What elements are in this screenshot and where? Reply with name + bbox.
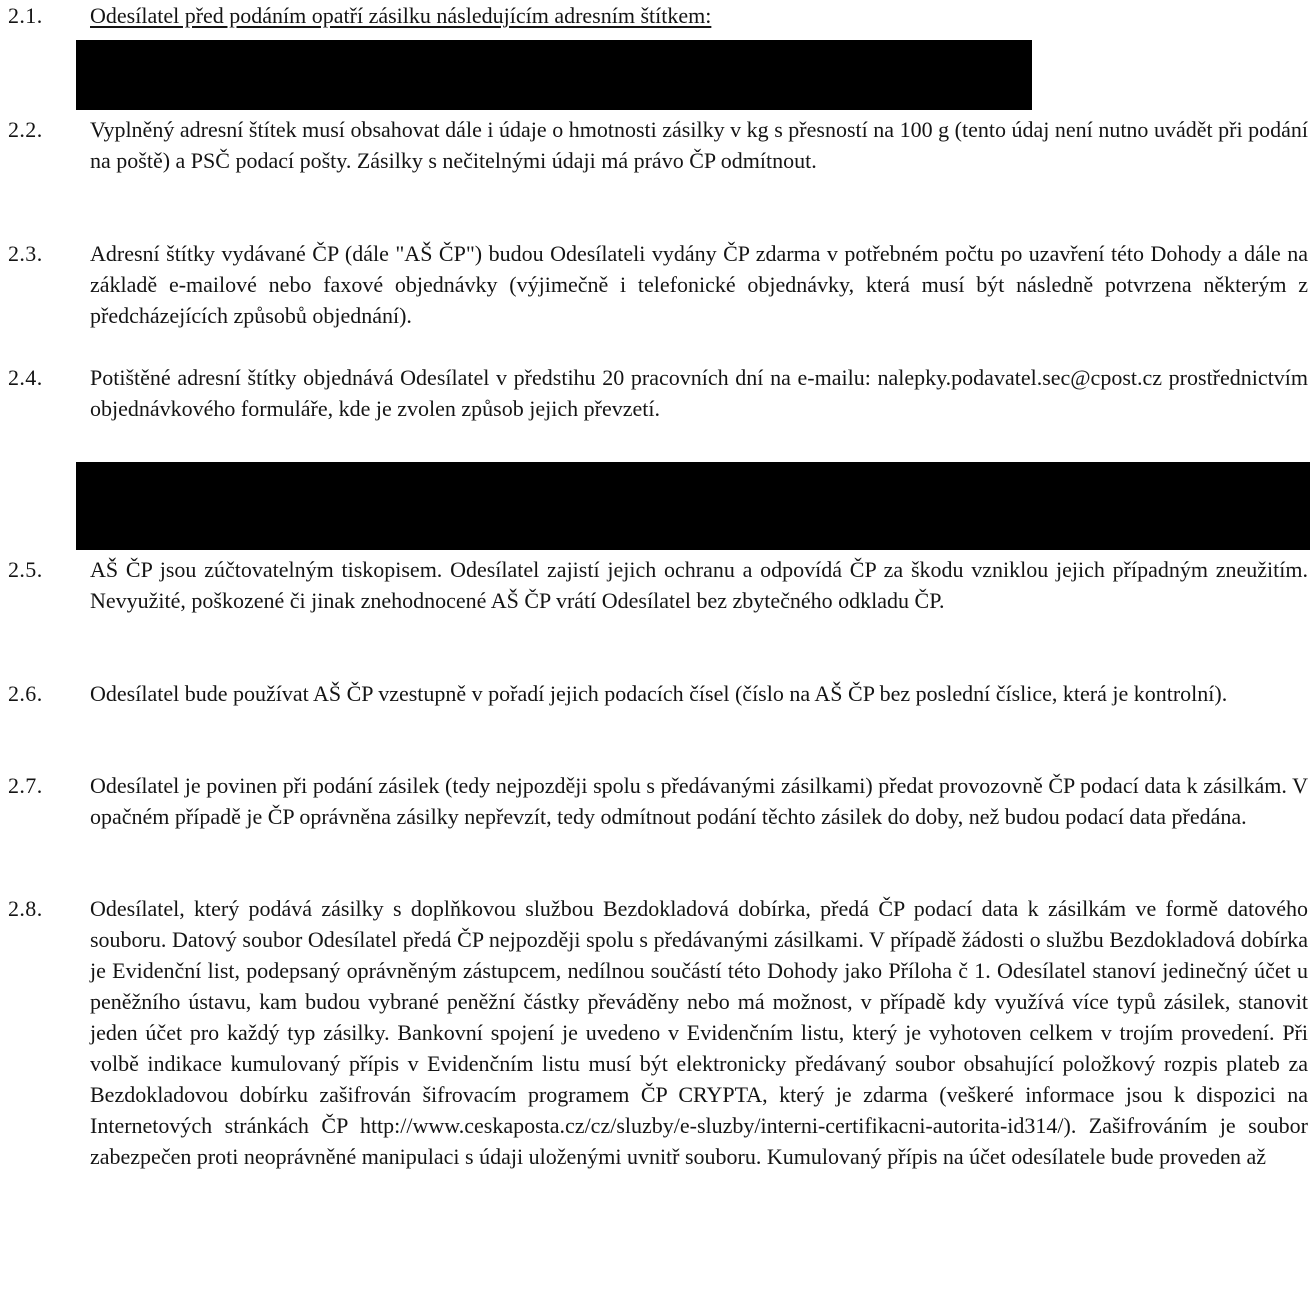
redaction-block bbox=[76, 462, 1310, 550]
clause-number: 2.4. bbox=[8, 365, 43, 390]
clause-text: Odesílatel, který podává zásilky s doplňkovou službou Bezdokladová dobírka, předá ČP podací data k zásilkám ve formě datového souboru. Datový soubor Odesílatel předá ČP nejpozději spolu s předávanými zásilkami. V případě žádosti o službu Bezdokladová dobírka je Evidenční list, podepsaný oprávněným zástupcem, nedílnou součástí této Dohody jako Příloha č 1. Odesílatel stanoví jedinečný účet u peněžního ústavu, kam budou vybrané peněžní částky převáděny nebo má možnost, v případě kdy využívá více typů zásilek, stanovit jeden účet pro každý typ zásilky. Bankovní spojení je uvedeno v Evidenčním listu, který je vyhotoven celkem v trojím provedení. Při volbě indikace kumulovaný přípis v Evidenčním listu musí být elektronicky předávaný soubor obsahující položkový rozpis plateb za Bezdokladovou dobírku zašifrován šifrovacím programem ČP CRYPTA, který je zdarma (veškeré informace jsou k dispozici na Internetových stránkách ČP http://www.ceskaposta.cz/cz/sluzby/e-sluzby/interni-certifikacni-autorita-id314/). Zašifrováním je soubor zabezpečen proti neoprávněné manipulaci s údaji uloženými uvnitř souboru. Kumulovaný přípis na účet odesílatele bude proveden až bbox=[90, 896, 1308, 1169]
clause-text: Potištěné adresní štítky objednává Odesílatel v předstihu 20 pracovních dní na e-mailu: nalepky.podavatel.sec@cpost.cz prostřednictvím objednávkového formuláře, kde je zvolen způsob jejich převzetí. bbox=[90, 365, 1308, 421]
clause-text: Vyplněný adresní štítek musí obsahovat dále i údaje o hmotnosti zásilky v kg s přesností na 100 g (tento údaj není nutno uvádět při podání na poště) a PSČ podací pošty. Zásilky s nečitelnými údaji má právo ČP odmítnout. bbox=[90, 117, 1308, 173]
clause-number: 2.7. bbox=[8, 773, 43, 798]
clause-text: Odesílatel před podáním opatří zásilku následujícím adresním štítkem: bbox=[90, 3, 712, 28]
clause-number: 2.6. bbox=[8, 681, 43, 706]
clause-number: 2.8. bbox=[8, 896, 43, 921]
clause-text: Odesílatel je povinen při podání zásilek (tedy nejpozději spolu s předávanými zásilkami) předat provozovně ČP podací data k zásilkám. V opačném případě je ČP oprávněna zásilky nepřevzít, tedy odmítnout podání těchto zásilek do doby, než budou podací data předána. bbox=[90, 773, 1308, 829]
clause-number: 2.2. bbox=[8, 117, 43, 142]
redaction-block bbox=[76, 40, 1032, 110]
clause-text: Adresní štítky vydávané ČP (dále "AŠ ČP") budou Odesílateli vydány ČP zdarma v potřebném počtu po uzavření této Dohody a dále na základě e-mailové nebo faxové objednávky (výjimečně i telefonické objednávky, která musí být následně potvrzena některým z předcházejících způsobů objednání). bbox=[90, 241, 1308, 328]
clause-text: Odesílatel bude používat AŠ ČP vzestupně v pořadí jejich podacích čísel (číslo na AŠ ČP bez poslední číslice, která je kontrolní). bbox=[90, 681, 1228, 706]
clause-text: AŠ ČP jsou zúčtovatelným tiskopisem. Odesílatel zajistí jejich ochranu a odpovídá ČP za škodu vzniklou jejich případným zneužitím. Nevyužité, poškozené či jinak znehodnocené AŠ ČP vrátí Odesílatel bez zbytečného odkladu ČP. bbox=[90, 557, 1308, 613]
clause-number: 2.1. bbox=[8, 3, 43, 28]
clause-number: 2.3. bbox=[8, 241, 43, 266]
clause-number: 2.5. bbox=[8, 557, 43, 582]
